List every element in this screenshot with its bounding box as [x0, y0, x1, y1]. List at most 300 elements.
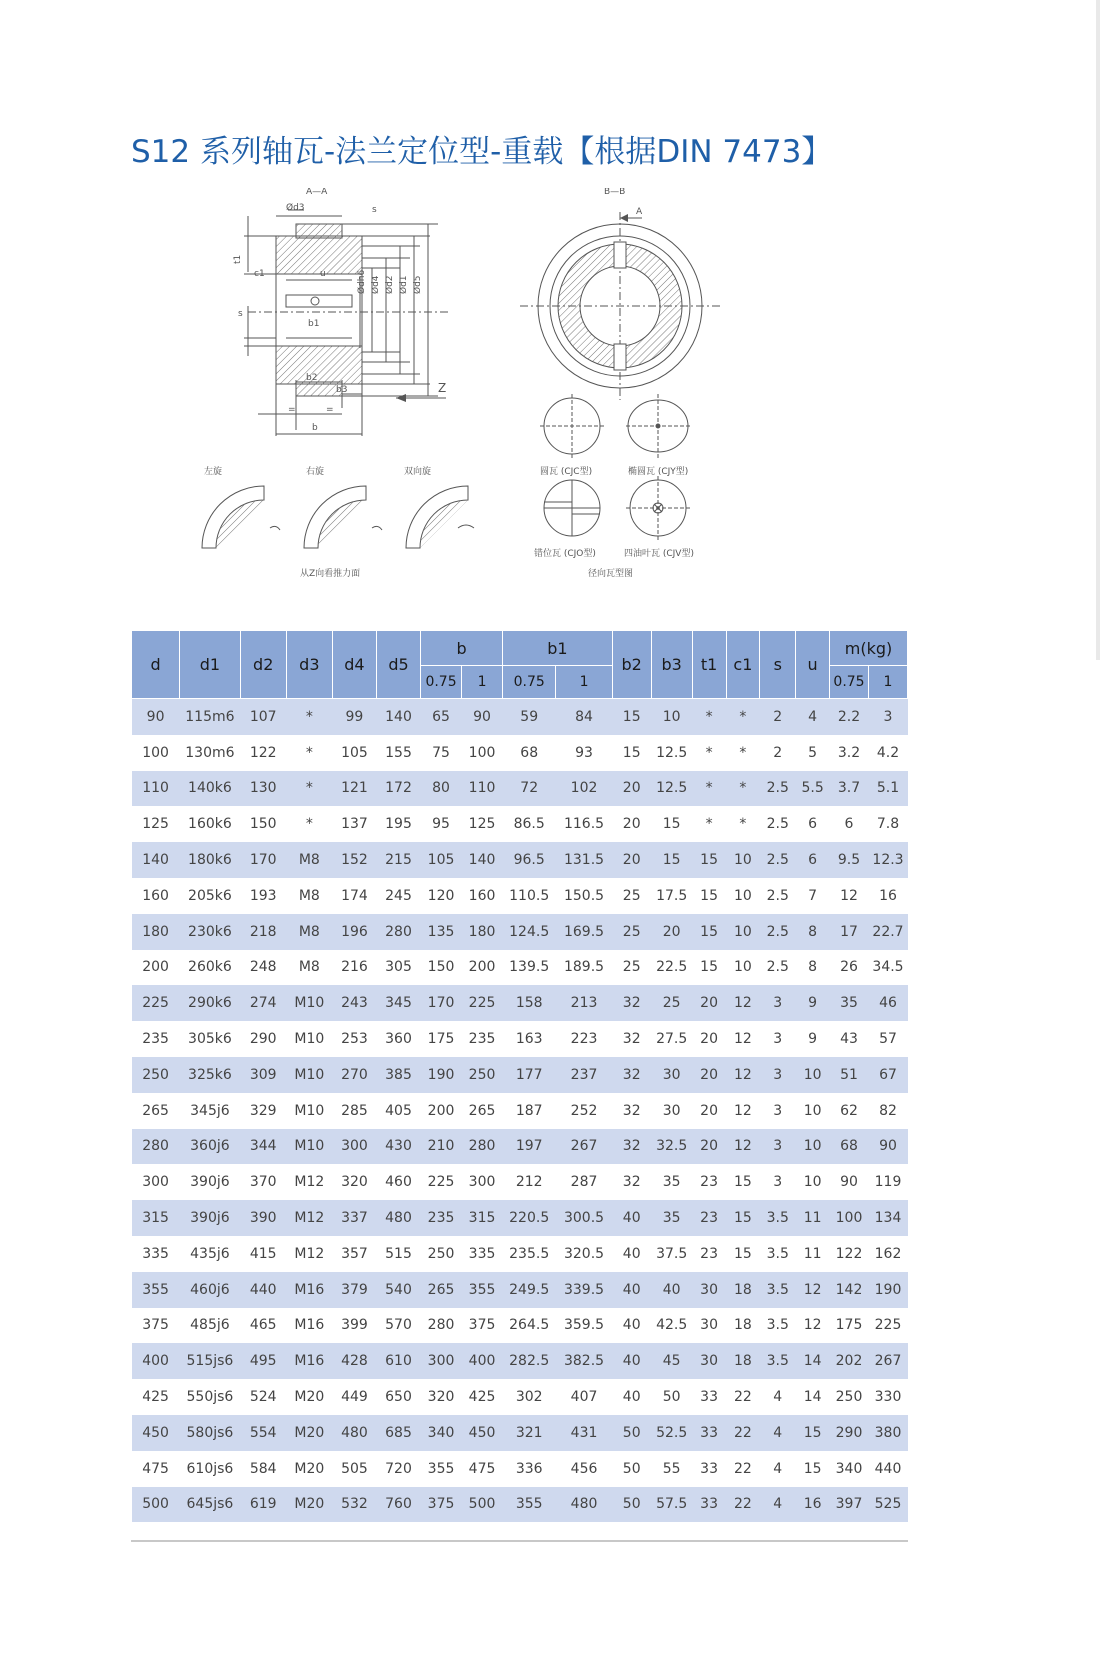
thrust-caption: 从Z向看推力面	[300, 569, 361, 579]
table-cell: M8	[286, 878, 332, 914]
table-cell: 475	[462, 1451, 503, 1487]
table-cell: 12	[726, 1021, 760, 1057]
table-row	[132, 1379, 908, 1415]
table-cell: 6	[796, 842, 830, 878]
header-b3: b3	[651, 631, 692, 699]
table-cell: 10	[726, 878, 760, 914]
table-cell: 158	[503, 985, 556, 1021]
table-row	[132, 1487, 908, 1523]
table-cell: 52.5	[651, 1415, 692, 1451]
table-cell: 235	[132, 1021, 180, 1057]
table-cell: 355	[462, 1272, 503, 1308]
table-cell: 540	[376, 1272, 420, 1308]
table-cell: 6	[830, 806, 869, 842]
table-cell: 465	[240, 1308, 286, 1344]
header-d3: d3	[286, 631, 332, 699]
dim-s-left-label: s	[238, 309, 243, 319]
dim-d3-label: Ød3	[286, 203, 305, 213]
table-row	[132, 878, 908, 914]
table-cell: 405	[376, 1093, 420, 1129]
table-body	[132, 699, 908, 1523]
table-cell: 177	[503, 1057, 556, 1093]
table-cell: 8	[796, 914, 830, 950]
table-cell: 140	[376, 699, 420, 735]
table-cell: 320	[421, 1379, 462, 1415]
table-cell: 122	[830, 1236, 869, 1272]
table-cell: 315	[462, 1200, 503, 1236]
dim-b1-label: b1	[308, 319, 320, 329]
table-row	[132, 1164, 908, 1200]
table-cell: 2.5	[760, 771, 796, 807]
table-cell: 16	[796, 1487, 830, 1523]
table-cell: 480	[332, 1415, 376, 1451]
table-cell: 3	[760, 1164, 796, 1200]
table-row	[132, 735, 908, 771]
table-cell: 355	[132, 1272, 180, 1308]
table-row	[132, 1093, 908, 1129]
table-cell: *	[286, 806, 332, 842]
table-row	[132, 1451, 908, 1487]
table-cell: 152	[332, 842, 376, 878]
table-cell: 27.5	[651, 1021, 692, 1057]
table-cell: *	[692, 735, 726, 771]
header-u: u	[796, 631, 830, 699]
table-cell: 2.2	[830, 699, 869, 735]
table-cell: 320	[332, 1164, 376, 1200]
table-cell: 440	[240, 1272, 286, 1308]
table-cell: 202	[830, 1343, 869, 1379]
table-cell: 265	[462, 1093, 503, 1129]
table-cell: 17	[830, 914, 869, 950]
table-cell: 32	[612, 1164, 651, 1200]
table-cell: 20	[692, 1021, 726, 1057]
table-cell: 320.5	[556, 1236, 612, 1272]
table-cell: 32	[612, 985, 651, 1021]
table-cell: 12	[830, 878, 869, 914]
table-cell: 121	[332, 771, 376, 807]
table-cell: 425	[462, 1379, 503, 1415]
table-cell: 40	[612, 1343, 651, 1379]
table-cell: 460	[376, 1164, 420, 1200]
table-cell: 267	[868, 1343, 907, 1379]
table-cell: 30	[692, 1308, 726, 1344]
dim-eq-left-label: =	[288, 405, 296, 415]
table-cell: M8	[286, 950, 332, 986]
table-cell: *	[286, 771, 332, 807]
table-cell: 375	[132, 1308, 180, 1344]
table-cell: 345j6	[180, 1093, 240, 1129]
table-cell: 20	[692, 1093, 726, 1129]
table-cell: 550js6	[180, 1379, 240, 1415]
header-b-1: 1	[462, 666, 503, 699]
table-cell: 225	[868, 1308, 907, 1344]
table-cell: 10	[726, 914, 760, 950]
table-cell: 9.5	[830, 842, 869, 878]
table-cell: 12	[726, 985, 760, 1021]
header-d5: d5	[376, 631, 420, 699]
table-cell: 68	[503, 735, 556, 771]
table-cell: 22	[726, 1379, 760, 1415]
header-b-075: 0.75	[421, 666, 462, 699]
table-cell: 249.5	[503, 1272, 556, 1308]
table-cell: 160	[132, 878, 180, 914]
table-cell: *	[692, 806, 726, 842]
table-cell: *	[286, 699, 332, 735]
table-cell: 11	[796, 1200, 830, 1236]
table-cell: 300	[132, 1164, 180, 1200]
table-cell: 4	[760, 1487, 796, 1523]
table-cell: 125	[132, 806, 180, 842]
table-cell: 142	[830, 1272, 869, 1308]
table-cell: 390j6	[180, 1164, 240, 1200]
table-cell: 4	[760, 1451, 796, 1487]
table-cell: 15	[692, 842, 726, 878]
table-cell: 302	[503, 1379, 556, 1415]
table-row	[132, 771, 908, 807]
table-cell: 170	[421, 985, 462, 1021]
header-d4: d4	[332, 631, 376, 699]
table-cell: 280	[462, 1129, 503, 1165]
table-cell: 30	[651, 1093, 692, 1129]
table-row	[132, 950, 908, 986]
table-cell: 285	[332, 1093, 376, 1129]
table-cell: 264.5	[503, 1308, 556, 1344]
table-cell: 360	[376, 1021, 420, 1057]
table-cell: 500	[462, 1487, 503, 1523]
table-cell: *	[286, 735, 332, 771]
header-m-075: 0.75	[830, 666, 869, 699]
header-s: s	[760, 631, 796, 699]
table-cell: 14	[796, 1343, 830, 1379]
table-cell: 525	[868, 1487, 907, 1523]
table-cell: 215	[376, 842, 420, 878]
table-cell: 169.5	[556, 914, 612, 950]
table-cell: 205k6	[180, 878, 240, 914]
table-cell: 3	[760, 1021, 796, 1057]
section-arrow-a-label: A	[636, 207, 643, 217]
table-cell: 51	[830, 1057, 869, 1093]
table-cell: 475	[132, 1451, 180, 1487]
table-cell: 140	[132, 842, 180, 878]
table-row	[132, 1343, 908, 1379]
table-cell: 220.5	[503, 1200, 556, 1236]
table-cell: 25	[612, 914, 651, 950]
table-cell: 90	[868, 1129, 907, 1165]
table-cell: 305	[376, 950, 420, 986]
table-cell: 102	[556, 771, 612, 807]
table-cell: 40	[651, 1272, 692, 1308]
radial-type-cjy-icon	[626, 394, 690, 458]
table-cell: 23	[692, 1164, 726, 1200]
table-cell: M10	[286, 1093, 332, 1129]
table-cell: 440	[868, 1451, 907, 1487]
table-cell: 3	[760, 1129, 796, 1165]
table-cell: *	[692, 771, 726, 807]
table-cell: 570	[376, 1308, 420, 1344]
table-cell: 50	[651, 1379, 692, 1415]
header-m-1: 1	[868, 666, 907, 699]
table-cell: 505	[332, 1451, 376, 1487]
table-cell: M20	[286, 1451, 332, 1487]
table-cell: 96.5	[503, 842, 556, 878]
table-cell: M8	[286, 842, 332, 878]
table-cell: 33	[692, 1415, 726, 1451]
table-cell: 174	[332, 878, 376, 914]
table-cell: 50	[612, 1415, 651, 1451]
table-cell: 40	[612, 1308, 651, 1344]
table-cell: 14	[796, 1379, 830, 1415]
table-cell: 337	[332, 1200, 376, 1236]
table-cell: M8	[286, 914, 332, 950]
table-cell: 290k6	[180, 985, 240, 1021]
table-cell: 15	[692, 914, 726, 950]
table-cell: 243	[332, 985, 376, 1021]
table-cell: 26	[830, 950, 869, 986]
table-cell: 59	[503, 699, 556, 735]
table-cell: 309	[240, 1057, 286, 1093]
dim-d4-label: Ød4	[371, 275, 381, 294]
table-cell: 7.8	[868, 806, 907, 842]
table-cell: 2.5	[760, 878, 796, 914]
table-header-row	[132, 631, 908, 666]
table-cell: 253	[332, 1021, 376, 1057]
table-cell: 30	[692, 1272, 726, 1308]
dim-u-label: u	[320, 269, 326, 279]
table-cell: 3.5	[760, 1272, 796, 1308]
thrust-faces	[202, 486, 474, 548]
table-cell: 500	[132, 1487, 180, 1523]
table-cell: 359.5	[556, 1308, 612, 1344]
table-cell: 399	[332, 1308, 376, 1344]
table-cell: 3.5	[760, 1236, 796, 1272]
table-cell: 22.7	[868, 914, 907, 950]
radial-type-cjy-label: 椭圆瓦 (CJY型)	[628, 467, 689, 477]
table-cell: 290	[830, 1415, 869, 1451]
table-cell: 193	[240, 878, 286, 914]
table-cell: 267	[556, 1129, 612, 1165]
table-cell: 65	[421, 699, 462, 735]
table-cell: 3.5	[760, 1200, 796, 1236]
table-cell: 12	[726, 1093, 760, 1129]
table-cell: 15	[692, 950, 726, 986]
table-cell: 3	[760, 985, 796, 1021]
table-cell: 163	[503, 1021, 556, 1057]
table-row	[132, 1021, 908, 1057]
table-cell: 32.5	[651, 1129, 692, 1165]
table-cell: 2.5	[760, 950, 796, 986]
table-cell: 610js6	[180, 1451, 240, 1487]
table-cell: 225	[132, 985, 180, 1021]
table-cell: 150.5	[556, 878, 612, 914]
table-cell: 357	[332, 1236, 376, 1272]
table-cell: 90	[132, 699, 180, 735]
table-cell: 280	[421, 1308, 462, 1344]
table-cell: 3.5	[760, 1308, 796, 1344]
header-b1: b1	[503, 631, 613, 666]
table-cell: 22	[726, 1415, 760, 1451]
table-cell: 32	[612, 1057, 651, 1093]
radial-type-cjc-label: 圆瓦 (CJC型)	[540, 467, 593, 477]
table-cell: 25	[612, 878, 651, 914]
table-cell: 12.3	[868, 842, 907, 878]
dim-d1-label: Ød1	[399, 275, 409, 294]
table-cell: 33	[692, 1379, 726, 1415]
table-cell: 210	[421, 1129, 462, 1165]
header-c1: c1	[726, 631, 760, 699]
table-cell: 130	[240, 771, 286, 807]
header-d: d	[132, 631, 180, 699]
header-b: b	[421, 631, 503, 666]
table-cell: M10	[286, 1021, 332, 1057]
table-row	[132, 1236, 908, 1272]
table-cell: 40	[612, 1236, 651, 1272]
table-cell: 197	[503, 1129, 556, 1165]
table-cell: 390	[240, 1200, 286, 1236]
table-cell: 100	[462, 735, 503, 771]
table-cell: 200	[421, 1093, 462, 1129]
table-cell: M10	[286, 985, 332, 1021]
table-cell: 10	[726, 842, 760, 878]
table-cell: 400	[132, 1343, 180, 1379]
table-cell: *	[726, 735, 760, 771]
table-cell: 30	[651, 1057, 692, 1093]
table-cell: *	[726, 699, 760, 735]
table-cell: M16	[286, 1343, 332, 1379]
table-cell: 10	[796, 1057, 830, 1093]
table-cell: 12	[726, 1057, 760, 1093]
table-cell: 344	[240, 1129, 286, 1165]
table-cell: 22.5	[651, 950, 692, 986]
table-cell: 23	[692, 1200, 726, 1236]
table-cell: 100	[830, 1200, 869, 1236]
table-cell: *	[692, 699, 726, 735]
table-cell: 110.5	[503, 878, 556, 914]
table-cell: 370	[240, 1164, 286, 1200]
table-cell: 12.5	[651, 735, 692, 771]
dim-b3-label: b3	[336, 385, 348, 395]
table-row	[132, 1129, 908, 1165]
header-b1-075: 0.75	[503, 666, 556, 699]
table-cell: 170	[240, 842, 286, 878]
table-cell: 50	[612, 1487, 651, 1523]
table-cell: 235	[421, 1200, 462, 1236]
table-cell: 15	[692, 878, 726, 914]
table-cell: 379	[332, 1272, 376, 1308]
table-cell: 380	[868, 1415, 907, 1451]
table-cell: 650	[376, 1379, 420, 1415]
table-cell: 382.5	[556, 1343, 612, 1379]
table-cell: 2	[760, 699, 796, 735]
table-cell: 237	[556, 1057, 612, 1093]
table-row	[132, 1272, 908, 1308]
table-cell: 218	[240, 914, 286, 950]
table-row	[132, 806, 908, 842]
table-cell: 124.5	[503, 914, 556, 950]
radial-type-cjv-icon	[626, 476, 690, 540]
dim-b2-label: b2	[306, 373, 318, 383]
table-cell: 122	[240, 735, 286, 771]
table-cell: 8	[796, 950, 830, 986]
table-cell: 223	[556, 1021, 612, 1057]
table-cell: 93	[556, 735, 612, 771]
header-b1-1: 1	[556, 666, 612, 699]
table-cell: 260k6	[180, 950, 240, 986]
table-cell: 130m6	[180, 735, 240, 771]
table-cell: 335	[132, 1236, 180, 1272]
table-cell: M16	[286, 1272, 332, 1308]
table-cell: 250	[462, 1057, 503, 1093]
table-cell: 57.5	[651, 1487, 692, 1523]
table-cell: 131.5	[556, 842, 612, 878]
table-cell: 33	[692, 1487, 726, 1523]
table-cell: 248	[240, 950, 286, 986]
table-cell: 274	[240, 985, 286, 1021]
table-cell: 37.5	[651, 1236, 692, 1272]
table-cell: 2.5	[760, 914, 796, 950]
table-cell: 685	[376, 1415, 420, 1451]
table-cell: M12	[286, 1200, 332, 1236]
table-cell: 339.5	[556, 1272, 612, 1308]
table-cell: 116.5	[556, 806, 612, 842]
table-cell: 139.5	[503, 950, 556, 986]
table-cell: 160	[462, 878, 503, 914]
table-cell: 120	[421, 878, 462, 914]
table-cell: 4	[760, 1415, 796, 1451]
table-cell: 532	[332, 1487, 376, 1523]
table-cell: 760	[376, 1487, 420, 1523]
section-aa-view	[244, 188, 450, 436]
table-cell: 485j6	[180, 1308, 240, 1344]
table-cell: 300	[421, 1343, 462, 1379]
table-cell: 460j6	[180, 1272, 240, 1308]
table-cell: 196	[332, 914, 376, 950]
table-cell: M12	[286, 1164, 332, 1200]
table-cell: 180	[132, 914, 180, 950]
table-cell: 35	[651, 1200, 692, 1236]
thrust-left-label: 左旋	[204, 467, 223, 477]
table-cell: 187	[503, 1093, 556, 1129]
table-cell: 23	[692, 1236, 726, 1272]
table-cell: 270	[332, 1057, 376, 1093]
table-cell: 45	[651, 1343, 692, 1379]
table-cell: 9	[796, 985, 830, 1021]
table-cell: 4	[796, 699, 830, 735]
table-cell: 252	[556, 1093, 612, 1129]
table-cell: 119	[868, 1164, 907, 1200]
table-cell: 20	[692, 1129, 726, 1165]
table-cell: 7	[796, 878, 830, 914]
table-cell: 329	[240, 1093, 286, 1129]
table-cell: 80	[421, 771, 462, 807]
table-row	[132, 1200, 908, 1236]
table-cell: 3.2	[830, 735, 869, 771]
table-cell: 90	[830, 1164, 869, 1200]
dim-d5-label: Ød5	[413, 275, 423, 294]
header-m: m(kg)	[830, 631, 908, 666]
dim-dh6-label: Ødh6	[357, 269, 367, 294]
table-cell: 25	[612, 950, 651, 986]
table-cell: 55	[651, 1451, 692, 1487]
table-cell: 315	[132, 1200, 180, 1236]
dim-d2-label: Ød2	[385, 275, 395, 294]
table-cell: 449	[332, 1379, 376, 1415]
table-cell: 450	[132, 1415, 180, 1451]
table-cell: 345	[376, 985, 420, 1021]
radial-type-cjo-icon	[544, 480, 600, 536]
technical-drawing	[200, 188, 780, 620]
table-cell: 20	[692, 985, 726, 1021]
table-cell: 10	[726, 950, 760, 986]
